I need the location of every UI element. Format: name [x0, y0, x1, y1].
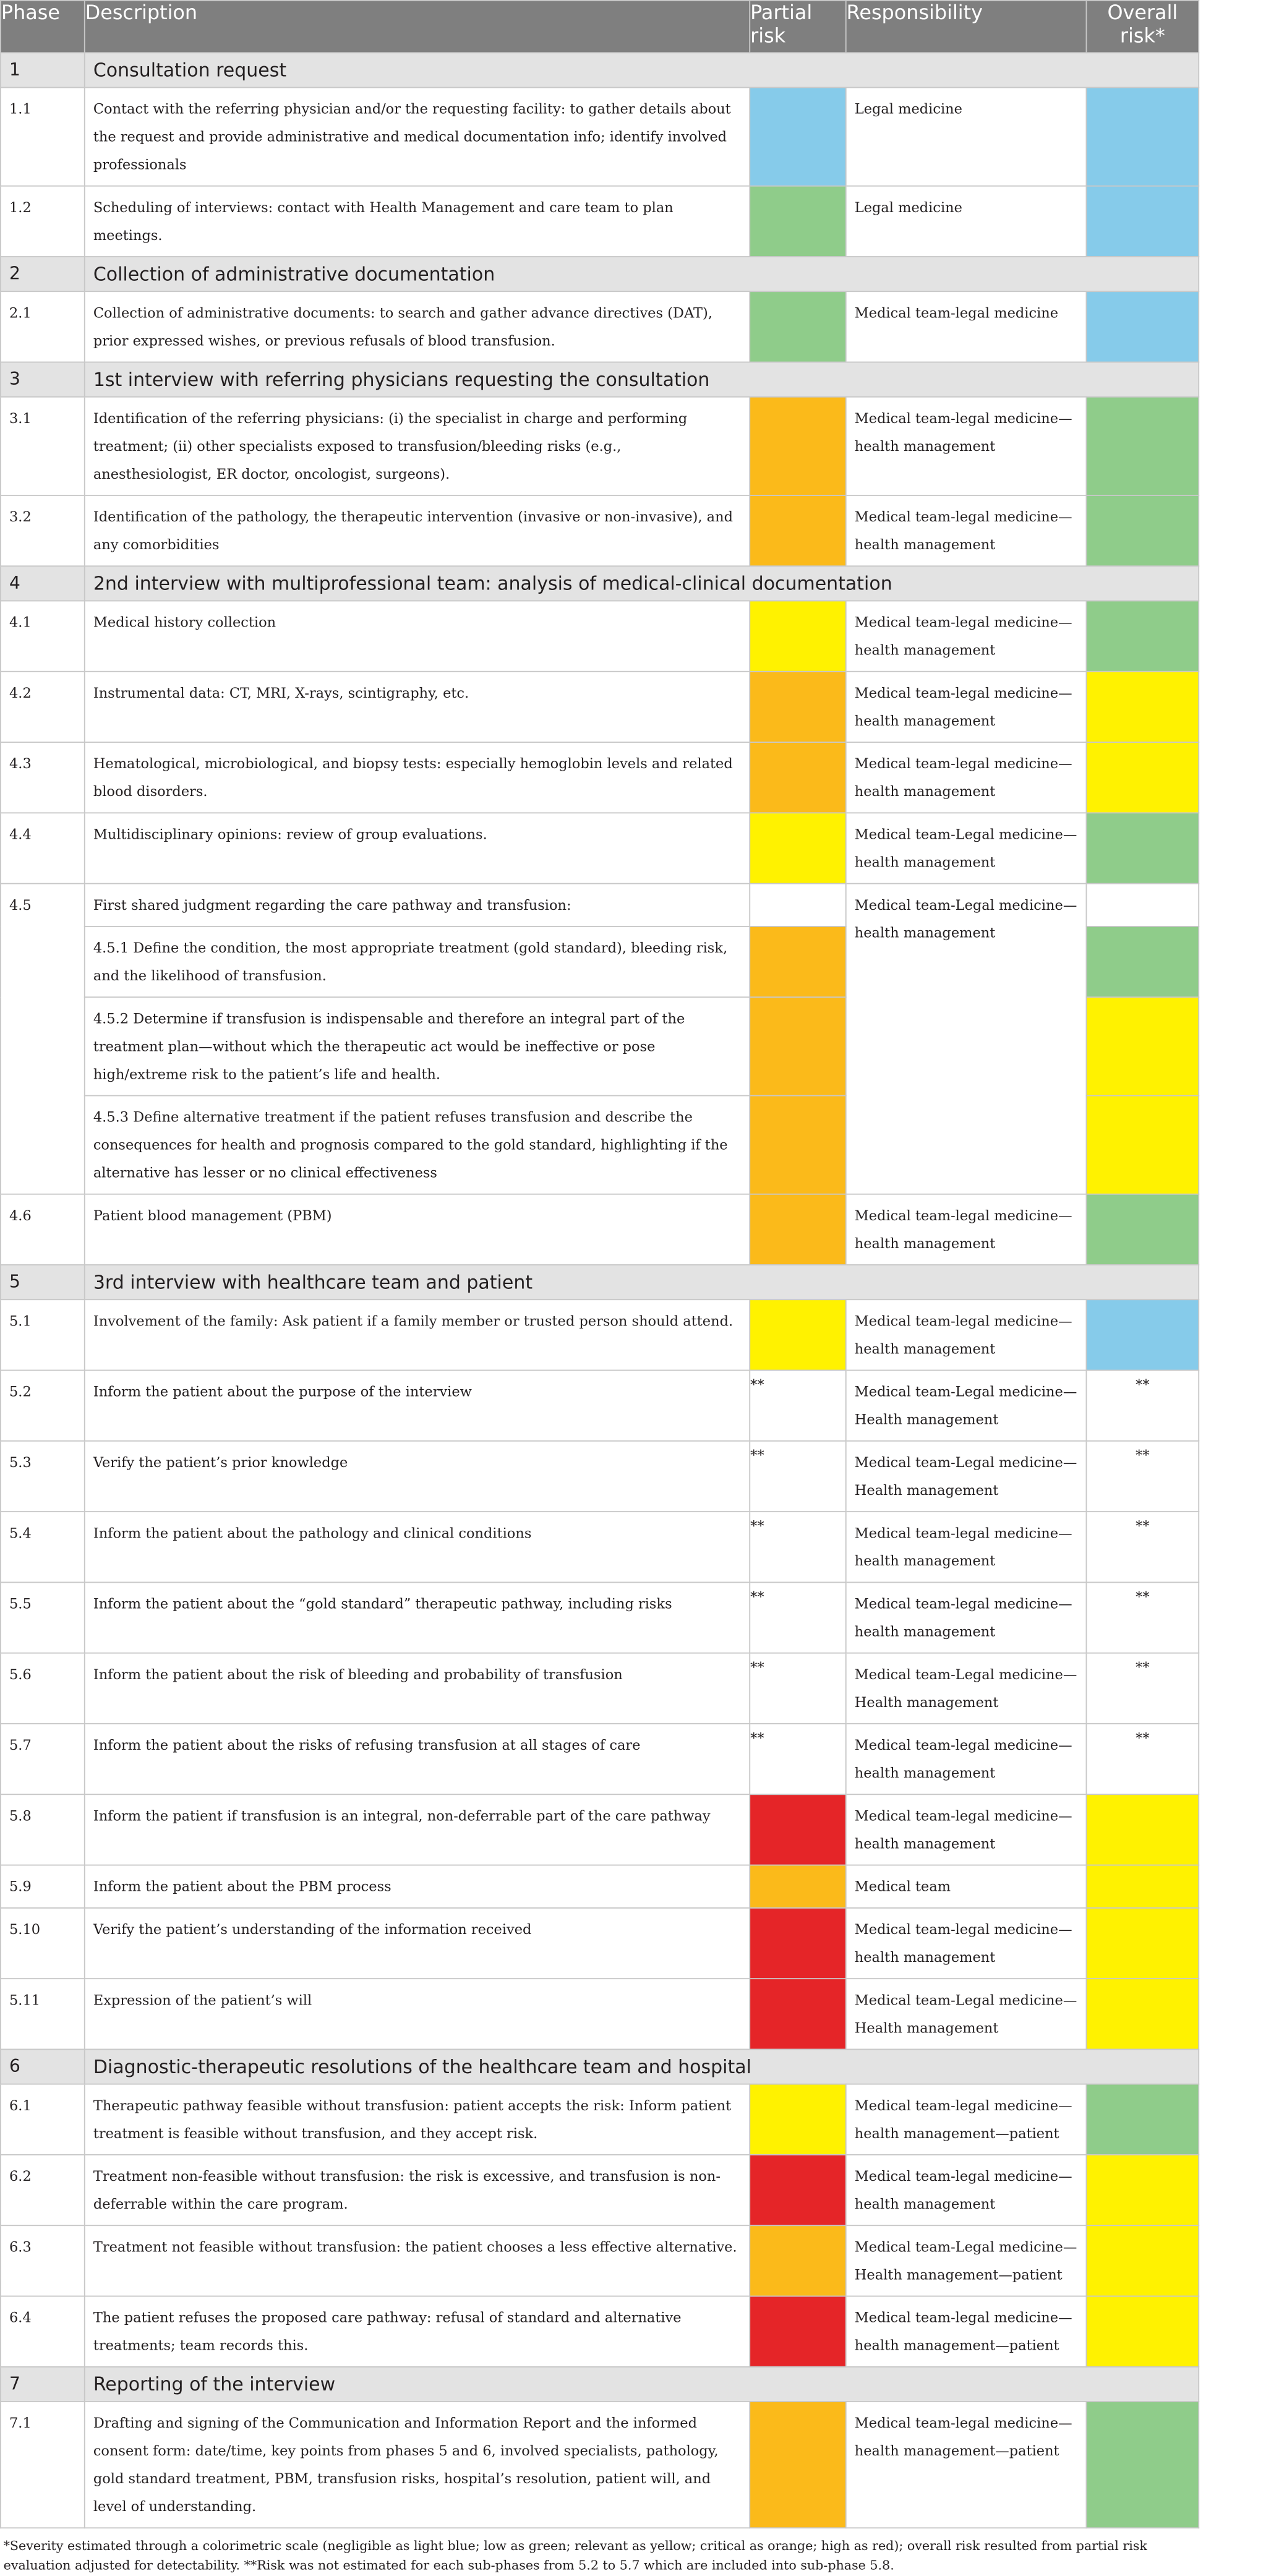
sub-phase-number: 4.1: [1, 601, 85, 671]
sub-phase-description: 4.5.1 Define the condition, the most appropriate treatment (gold standard), bleeding risk, and the likelihood of transfusion.: [85, 926, 750, 997]
phase-number: 7: [1, 2367, 85, 2402]
responsibility-cell: Medical team-legal medicine—health management: [846, 397, 1087, 495]
sub-phase-number: 4.5: [1, 884, 85, 1194]
partial-risk-cell: [750, 672, 846, 742]
partial-risk-cell: [750, 2296, 846, 2367]
sub-phase-description: Inform the patient about the risks of refusing transfusion at all stages of care: [85, 1724, 750, 1794]
partial-risk-cell: [750, 1865, 846, 1908]
responsibility-cell: Medical team-Legal medicine—Health management: [846, 1653, 1087, 1724]
partial-risk-cell: [750, 2402, 846, 2528]
overall-risk-cell: [1086, 1865, 1199, 1908]
header-phase: Phase: [1, 1, 85, 53]
table-row: [1, 1194, 1199, 1265]
responsibility-cell: Medical team-legal medicine—health management: [846, 1794, 1087, 1865]
header-description: Description: [85, 1, 750, 53]
overall-risk-cell: [1086, 397, 1199, 495]
phase-title: 2nd interview with multiprofessional team: analysis of medical-clinical documentation: [85, 566, 1199, 601]
sub-phase-description: Inform the patient about the “gold standard” therapeutic pathway, including risks: [85, 1582, 750, 1653]
phase-number: 6: [1, 2049, 85, 2084]
partial-risk-not-estimated: **: [750, 1582, 846, 1653]
table-row: [1, 2296, 1199, 2367]
sub-phase-description: Medical history collection: [85, 601, 750, 671]
sub-phase-number: 4.6: [1, 1194, 85, 1265]
partial-risk-cell: [750, 495, 846, 566]
sub-phase-description: Hematological, microbiological, and biopsy tests: especially hemoglobin levels and related blood disorders.: [85, 742, 750, 813]
phase-number: 4: [1, 566, 85, 601]
partial-risk-not-estimated: **: [750, 1724, 846, 1794]
partial-risk-cell: [750, 601, 846, 671]
partial-risk-cell: [750, 2225, 846, 2296]
sub-phase-number: 4.2: [1, 672, 85, 742]
table-row: [1, 1371, 1199, 1441]
table-row: [1, 1653, 1199, 1724]
partial-risk-cell: [750, 186, 846, 257]
sub-phase-description: Involvement of the family: Ask patient if a family member or trusted person should attend.: [85, 1299, 750, 1370]
table-row: [1, 1865, 1199, 1908]
phase-row: [1, 362, 1199, 396]
responsibility-cell: Medical team-legal medicine—health management: [846, 1908, 1087, 1979]
partial-risk-cell: [750, 87, 846, 186]
sub-phase-number: 5.11: [1, 1979, 85, 2049]
partial-risk-cell: [750, 742, 846, 813]
table-row: [1, 813, 1199, 883]
phase-row: [1, 1265, 1199, 1299]
phase-title: Reporting of the interview: [85, 2367, 1199, 2402]
overall-risk-cell: [1086, 2296, 1199, 2367]
table-row: [1, 1794, 1199, 1865]
sub-phase-number: 6.1: [1, 2084, 85, 2155]
sub-phase-number: 7.1: [1, 2402, 85, 2528]
sub-phase-number: 5.8: [1, 1794, 85, 1865]
responsibility-cell: Legal medicine: [846, 186, 1087, 257]
overall-risk-cell: [1086, 601, 1199, 671]
responsibility-cell: Medical team-legal medicine—health management: [846, 1582, 1087, 1653]
sub-phase-description: Identification of the pathology, the therapeutic intervention (invasive or non-invasive), and any comorbidities: [85, 495, 750, 566]
table-row: [1, 1441, 1199, 1512]
overall-risk-cell: [1086, 742, 1199, 813]
responsibility-cell: Medical team-Legal medicine—health management: [846, 813, 1087, 883]
responsibility-cell: Medical team: [846, 1865, 1087, 1908]
sub-phase-description: Therapeutic pathway feasible without transfusion: patient accepts the risk: Inform patient treatment is feasible without transfusion, and they accept risk.: [85, 2084, 750, 2155]
sub-phase-number: 3.1: [1, 397, 85, 495]
partial-risk-cell: [750, 2155, 846, 2225]
responsibility-cell: Medical team-Legal medicine—Health management: [846, 1371, 1087, 1441]
table-row: [1, 672, 1199, 742]
sub-phase-number: 5.4: [1, 1512, 85, 1582]
table-row: [1, 87, 1199, 186]
responsibility-cell: Medical team-legal medicine—health management: [846, 1724, 1087, 1794]
table-row: [1, 1299, 1199, 1370]
sub-phase-description: Contact with the referring physician and/or the requesting facility: to gather details about the request and provide administrative and medical documentation info; identify involved professionals: [85, 87, 750, 186]
overall-risk-cell: [1086, 186, 1199, 257]
sub-phase-description: Collection of administrative documents: to search and gather advance directives (DAT), prior expressed wishes, or previous refusals of blood transfusion.: [85, 291, 750, 362]
table-row: [1, 2225, 1199, 2296]
overall-risk-cell: [1086, 1194, 1199, 1265]
sub-phase-number: 5.10: [1, 1908, 85, 1979]
sub-phase-description: Multidisciplinary opinions: review of group evaluations.: [85, 813, 750, 883]
header-responsibility: Responsibility: [846, 1, 1087, 53]
table-row: [1, 291, 1199, 362]
table-row: [1, 884, 1199, 926]
partial-risk-not-estimated: **: [750, 1653, 846, 1724]
partial-risk-cell: [750, 397, 846, 495]
table-row: [1, 1908, 1199, 1979]
sub-phase-number: 4.3: [1, 742, 85, 813]
sub-phase-number: 6.4: [1, 2296, 85, 2367]
phase-row: [1, 53, 1199, 87]
overall-risk-not-estimated: **: [1086, 1582, 1199, 1653]
sub-phase-number: 6.2: [1, 2155, 85, 2225]
phase-row: [1, 257, 1199, 291]
table-row: [1, 2084, 1199, 2155]
responsibility-cell: Medical team-legal medicine—health management—patient: [846, 2402, 1087, 2528]
sub-phase-number: 5.1: [1, 1299, 85, 1370]
sub-phase-description: Verify the patient’s understanding of the information received: [85, 1908, 750, 1979]
responsibility-cell: Legal medicine: [846, 87, 1087, 186]
partial-risk-cell: [750, 813, 846, 883]
sub-phase-description: Verify the patient’s prior knowledge: [85, 1441, 750, 1512]
sub-phase-number: 5.7: [1, 1724, 85, 1794]
overall-risk-not-estimated: **: [1086, 1653, 1199, 1724]
table-row: [1, 1582, 1199, 1653]
table-row: [1, 397, 1199, 495]
sub-phase-description: Inform the patient about the risk of bleeding and probability of transfusion: [85, 1653, 750, 1724]
sub-phase-description: Drafting and signing of the Communication and Information Report and the informed consent form: date/time, key points from phases 5 and 6, involved specialists, pathology, gold standard treatment, PBM, transfusion risks, hospital’s resolution, patient will, and level of understanding.: [85, 2402, 750, 2528]
overall-risk-cell: [1086, 997, 1199, 1095]
responsibility-cell: Medical team-Legal medicine—Health management—patient: [846, 2225, 1087, 2296]
overall-risk-not-estimated: **: [1086, 1441, 1199, 1512]
phase-row: [1, 566, 1199, 601]
responsibility-cell: Medical team-legal medicine—health management: [846, 742, 1087, 813]
sub-phase-number: 5.2: [1, 1371, 85, 1441]
table-row: [1, 2155, 1199, 2225]
table-row: [1, 186, 1199, 257]
partial-risk-cell: [750, 1095, 846, 1194]
table-row: [1, 1512, 1199, 1582]
partial-risk-cell: [750, 1908, 846, 1979]
overall-risk-cell: [1086, 291, 1199, 362]
overall-risk-cell: [1086, 2402, 1199, 2528]
sub-phase-number: 4.4: [1, 813, 85, 883]
phase-number: 5: [1, 1265, 85, 1299]
overall-risk-cell: [1086, 1299, 1199, 1370]
partial-risk-cell: [750, 1979, 846, 2049]
sub-phase-number: 5.3: [1, 1441, 85, 1512]
phase-title: 1st interview with referring physicians requesting the consultation: [85, 362, 1199, 396]
partial-risk-cell: [750, 884, 846, 926]
partial-risk-cell: [750, 2084, 846, 2155]
sub-phase-description: Treatment not feasible without transfusion: the patient chooses a less effective alternative.: [85, 2225, 750, 2296]
sub-phase-number: 1.1: [1, 87, 85, 186]
sub-phase-number: 5.5: [1, 1582, 85, 1653]
overall-risk-cell: [1086, 1794, 1199, 1865]
table-row: [1, 495, 1199, 566]
overall-risk-cell: [1086, 1095, 1199, 1194]
table-footnote: *Severity estimated through a colorimetric scale (negligible as light blue; low as green; relevant as yellow; critical as orange; high as red); overall risk resulted from partial risk evaluation adjusted for detectability. **Risk was not estimated for each sub-phases from 5.2 to 5.7 which are included into sub-phase 5.8.: [3, 2539, 1147, 2574]
table-header-row: [1, 1, 1199, 53]
phase-number: 3: [1, 362, 85, 396]
table-row: [1, 742, 1199, 813]
overall-risk-cell: [1086, 2155, 1199, 2225]
table-row: [1, 1724, 1199, 1794]
responsibility-cell: Medical team-Legal medicine—health management: [846, 884, 1087, 1194]
overall-risk-not-estimated: **: [1086, 1724, 1199, 1794]
header-partial-risk: Partial risk: [750, 1, 846, 53]
sub-phase-description: Inform the patient about the pathology and clinical conditions: [85, 1512, 750, 1582]
responsibility-cell: Medical team-legal medicine—health management: [846, 1299, 1087, 1370]
sub-phase-description: Instrumental data: CT, MRI, X-rays, scintigraphy, etc.: [85, 672, 750, 742]
phase-title: Collection of administrative documentation: [85, 257, 1199, 291]
partial-risk-cell: [750, 997, 846, 1095]
sub-phase-number: 5.6: [1, 1653, 85, 1724]
responsibility-cell: Medical team-legal medicine: [846, 291, 1087, 362]
sub-phase-number: 5.9: [1, 1865, 85, 1908]
overall-risk-cell: [1086, 1908, 1199, 1979]
overall-risk-cell: [1086, 2225, 1199, 2296]
responsibility-cell: Medical team-legal medicine—health management: [846, 672, 1087, 742]
sub-phase-description: Expression of the patient’s will: [85, 1979, 750, 2049]
sub-phase-number: 6.3: [1, 2225, 85, 2296]
sub-phase-description: 4.5.2 Determine if transfusion is indispensable and therefore an integral part of the treatment plan—without which the therapeutic act would be ineffective or pose high/extreme risk to the patient’s life and health.: [85, 997, 750, 1095]
sub-phase-description: Inform the patient if transfusion is an integral, non-deferrable part of the care pathway: [85, 1794, 750, 1865]
partial-risk-cell: [750, 926, 846, 997]
overall-risk-cell: [1086, 884, 1199, 926]
partial-risk-cell: [750, 291, 846, 362]
sub-phase-description: Scheduling of interviews: contact with Health Management and care team to plan meetings.: [85, 186, 750, 257]
responsibility-cell: Medical team-legal medicine—health management—patient: [846, 2084, 1087, 2155]
sub-phase-description: Inform the patient about the purpose of the interview: [85, 1371, 750, 1441]
sub-phase-number: 2.1: [1, 291, 85, 362]
partial-risk-cell: [750, 1794, 846, 1865]
table-row: [1, 2402, 1199, 2528]
partial-risk-not-estimated: **: [750, 1371, 846, 1441]
responsibility-cell: Medical team-legal medicine—health management—patient: [846, 2296, 1087, 2367]
sub-phase-description: Identification of the referring physicians: (i) the specialist in charge and performing treatment; (ii) other specialists exposed to transfusion/bleeding risks (e.g., anesthesiologist, ER doctor, oncologist, surgeons).: [85, 397, 750, 495]
responsibility-cell: Medical team-legal medicine—health management: [846, 495, 1087, 566]
header-overall-risk: Overall risk*: [1086, 1, 1199, 53]
responsibility-cell: Medical team-Legal medicine—Health management: [846, 1441, 1087, 1512]
partial-risk-cell: [750, 1194, 846, 1265]
partial-risk-not-estimated: **: [750, 1441, 846, 1512]
sub-phase-description: The patient refuses the proposed care pathway: refusal of standard and alternative treatments; team records this.: [85, 2296, 750, 2367]
overall-risk-not-estimated: **: [1086, 1371, 1199, 1441]
sub-phase-description: Treatment non-feasible without transfusion: the risk is excessive, and transfusion is non-deferrable within the care program.: [85, 2155, 750, 2225]
responsibility-cell: Medical team-Legal medicine—Health management: [846, 1979, 1087, 2049]
responsibility-cell: Medical team-legal medicine—health management: [846, 1512, 1087, 1582]
overall-risk-cell: [1086, 672, 1199, 742]
phase-row: [1, 2049, 1199, 2084]
overall-risk-cell: [1086, 926, 1199, 997]
sub-phase-description: Inform the patient about the PBM process: [85, 1865, 750, 1908]
phase-row: [1, 2367, 1199, 2402]
overall-risk-cell: [1086, 813, 1199, 883]
overall-risk-cell: [1086, 495, 1199, 566]
phase-title: Consultation request: [85, 53, 1199, 87]
sub-phase-number: 1.2: [1, 186, 85, 257]
sub-phase-number: 3.2: [1, 495, 85, 566]
overall-risk-cell: [1086, 1979, 1199, 2049]
partial-risk-cell: [750, 1299, 846, 1370]
overall-risk-cell: [1086, 87, 1199, 186]
overall-risk-cell: [1086, 2084, 1199, 2155]
partial-risk-not-estimated: **: [750, 1512, 846, 1582]
phase-number: 2: [1, 257, 85, 291]
table-row: [1, 1979, 1199, 2049]
overall-risk-not-estimated: **: [1086, 1512, 1199, 1582]
responsibility-cell: Medical team-legal medicine—health management: [846, 1194, 1087, 1265]
responsibility-cell: Medical team-legal medicine—health management: [846, 2155, 1087, 2225]
sub-phase-description: Patient blood management (PBM): [85, 1194, 750, 1265]
phase-number: 1: [1, 53, 85, 87]
sub-phase-description: 4.5.3 Define alternative treatment if the patient refuses transfusion and describe the consequences for health and prognosis compared to the gold standard, highlighting if the alternative has lesser or no clinical effectiveness: [85, 1095, 750, 1194]
table-row: [1, 601, 1199, 671]
phase-title: Diagnostic-therapeutic resolutions of the healthcare team and hospital: [85, 2049, 1199, 2084]
sub-phase-description: First shared judgment regarding the care pathway and transfusion:: [85, 884, 750, 926]
responsibility-cell: Medical team-legal medicine—health management: [846, 601, 1087, 671]
phase-title: 3rd interview with healthcare team and patient: [85, 1265, 1199, 1299]
